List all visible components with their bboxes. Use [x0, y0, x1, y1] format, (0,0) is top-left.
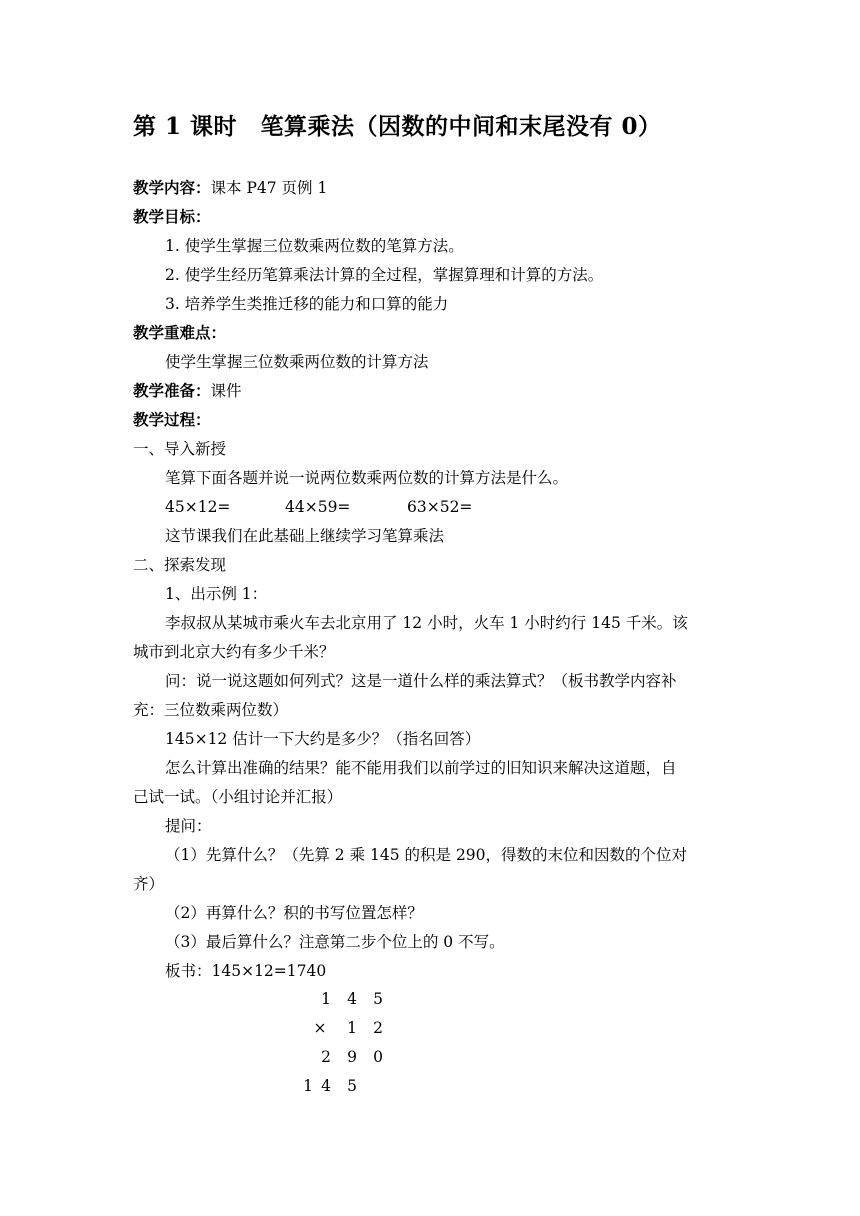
exercise: 44×59= [285, 498, 351, 516]
question-3: （3）最后算什么？注意第二步个位上的 0 不写。 [165, 933, 505, 951]
example-label: 1、出示例 1： [165, 585, 268, 603]
digit: 0 [373, 1048, 383, 1066]
section2-heading: 二、探索发现 [133, 556, 227, 574]
digit: 1 [303, 1077, 313, 1095]
section1-intro: 笔算下面各题并说一说两位数乘两位数的计算方法是什么。 [165, 469, 569, 487]
key-points-text: 使学生掌握三位数乘两位数的计算方法 [165, 353, 429, 371]
times-sign: × [313, 1019, 327, 1037]
content-label: 教学内容： [133, 178, 211, 197]
board-text: 板书：145×12=1740 [165, 962, 327, 980]
exact-text: 己试一试。（小组讨论并汇报） [133, 788, 343, 806]
goals-label: 教学目标： [133, 207, 211, 226]
content-value: 课本 P47 页例 1 [210, 179, 328, 197]
question-text: 问：说一说这题如何列式？这是一道什么样的乘法算式？（板书教学内容补 [165, 672, 677, 690]
question-1: （1）先算什么？（先算 2 乘 145 的积是 290，得数的末位和因数的个位对 [165, 846, 688, 864]
ask-label: 提问： [165, 817, 212, 835]
digit: 2 [373, 1019, 383, 1037]
digit: 5 [347, 1077, 357, 1095]
section1-heading: 一、导入新授 [133, 440, 227, 458]
prep-value: 课件 [210, 382, 242, 400]
key-points-label: 教学重难点： [133, 323, 227, 342]
prep-label: 教学准备： [133, 381, 211, 400]
problem-text: 李叔叔从某城市乘火车去北京用了 12 小时，火车 1 小时约行 145 千米。该 [165, 614, 688, 632]
exercise: 45×12= [165, 498, 231, 516]
digit: 1 [347, 1019, 357, 1037]
exercise: 63×52= [407, 498, 473, 516]
prep-line [133, 380, 242, 402]
digit: 9 [347, 1048, 357, 1066]
digit: 4 [347, 990, 357, 1008]
content-line [133, 177, 327, 199]
exact-text: 怎么计算出准确的结果？能不能用我们以前学过的旧知识来解决这道题，自 [165, 759, 677, 777]
section1-closing: 这节课我们在此基础上继续学习笔算乘法 [165, 527, 445, 545]
process-label: 教学过程： [133, 410, 211, 429]
digit: 5 [373, 990, 383, 1008]
question-text: 充：三位数乘两位数） [133, 701, 289, 719]
question-2: （2）再算什么？积的书写位置怎样？ [165, 904, 423, 922]
digit: 1 [321, 990, 331, 1008]
problem-text: 城市到北京大约有多少千米？ [133, 643, 335, 661]
page-title: 第 1 课时 笔算乘法（因数的中间和末尾没有 0） [133, 113, 662, 140]
goal-item: 1. 使学生掌握三位数乘两位数的笔算方法。 [165, 237, 464, 255]
digit: 4 [321, 1077, 331, 1095]
goal-item: 3. 培养学生类推迁移的能力和口算的能力 [165, 295, 449, 313]
question-1: 齐） [133, 875, 165, 893]
goal-item: 2. 使学生经历笔算乘法计算的全过程，掌握算理和计算的方法。 [165, 266, 604, 284]
digit: 2 [321, 1048, 331, 1066]
estimate-text: 145×12 估计一下大约是多少？（指名回答） [165, 730, 481, 748]
